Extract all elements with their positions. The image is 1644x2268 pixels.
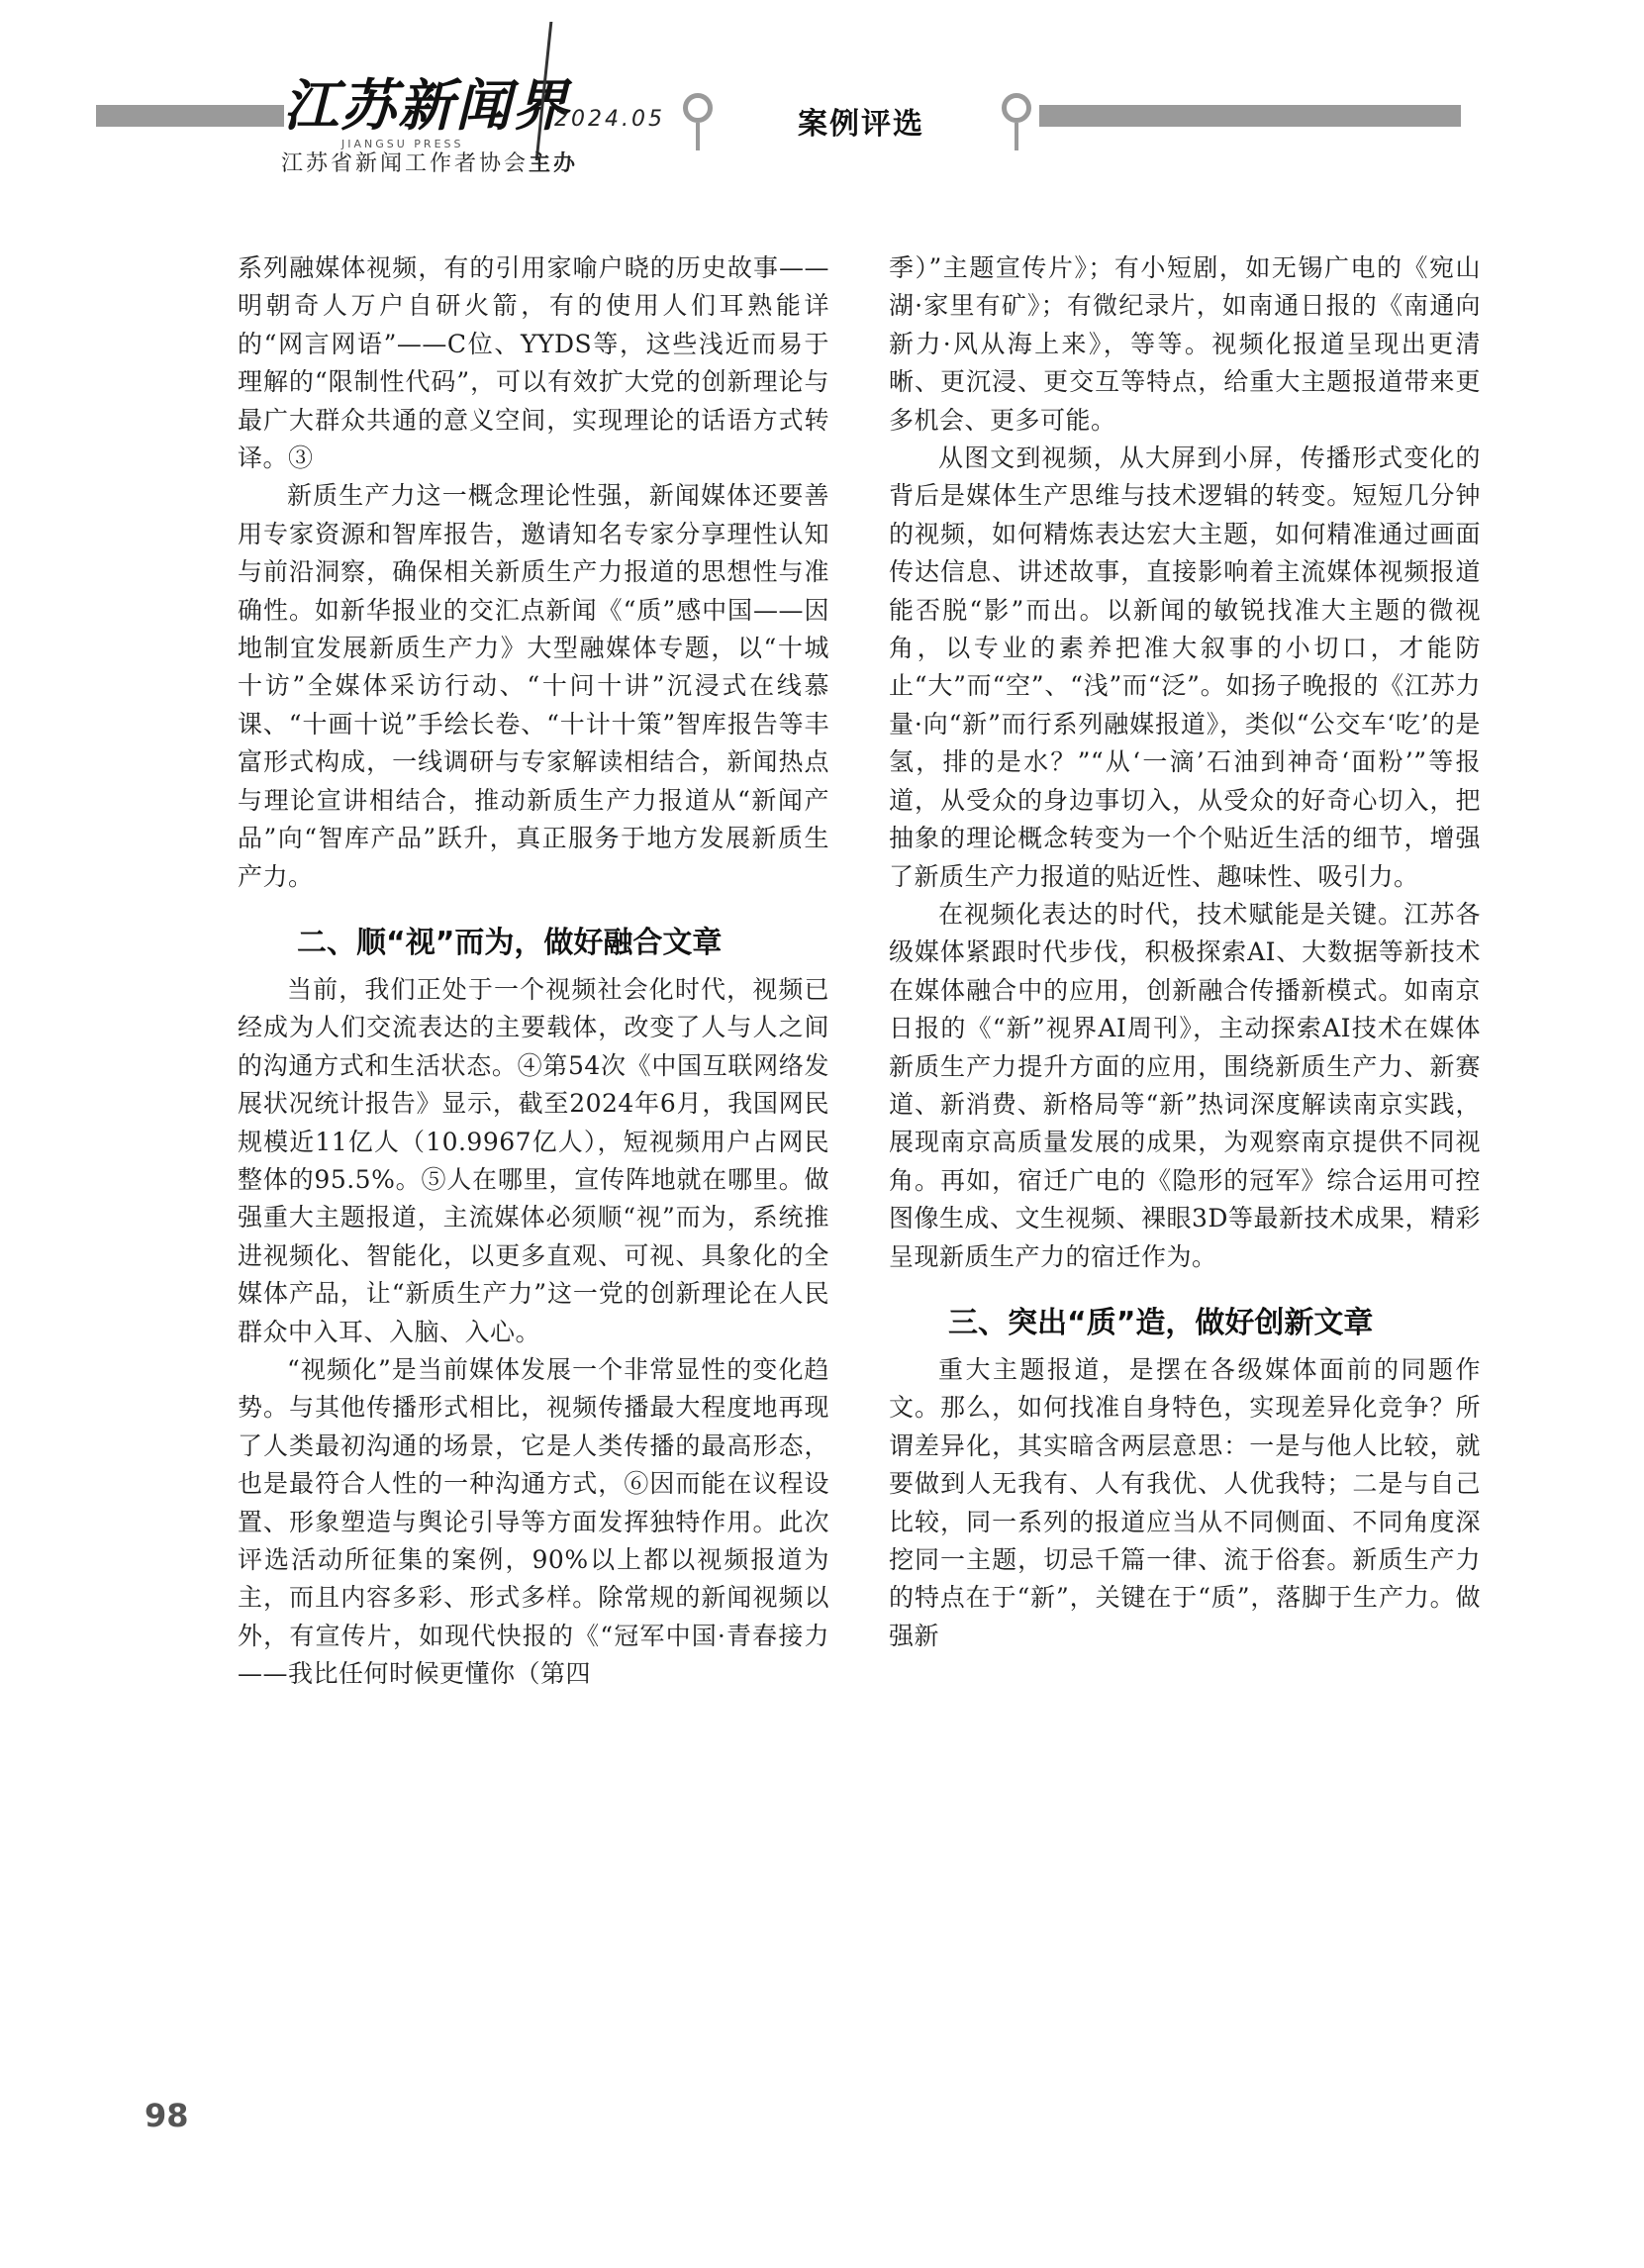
section-heading: 二、顺“视”而为，做好融合文章 <box>297 925 723 960</box>
paragraph: 季）”主题宣传片》；有小短剧，如无锡广电的《宛山湖·家里有矿》；有微纪录片，如南通日报的《南通向新力·风从海上来》，等等。视频化报道呈现出更清晰、更沉浸、更交互等特点，给重大主题报道带来更多机会、更多可能。 <box>889 253 1481 435</box>
pin-icon <box>1002 93 1031 150</box>
publisher-name: 江苏省新闻工作者协会 <box>281 151 530 176</box>
left-column <box>238 249 829 1694</box>
section-heading: 三、突出“质”造，做好创新文章 <box>948 1305 1374 1340</box>
paragraph: 当前，我们正处于一个视频社会化时代，视频已经成为人们交流表达的主要载体，改变了人与人之间的沟通方式和生活状态。④第54次《中国互联网络发展状况统计报告》显示，截至2024年6月，我国网民规模近11亿人（10.9967亿人），短视频用户占网民整体的95.5%。⑤人在哪里，宣传阵地就在哪里。做强重大主题报道，主流媒体必须顺“视”而为，系统推进视频化、智能化，以更多直观、可视、具象化的全媒体产品，让“新质生产力”这一党的创新理论在人民群众中入耳、入脑、入心。 <box>238 974 829 1346</box>
journal-logo: 江苏新闻界 <box>283 74 570 139</box>
publisher-role: 主办 <box>529 151 579 176</box>
journal-logo-subtitle: JIANGSU PRESS <box>341 138 464 150</box>
paragraph: 从图文到视频，从大屏到小屏，传播形式变化的背后是媒体生产思维与技术逻辑的转变。短短几分钟的视频，如何精炼表达宏大主题，如何精准通过画面传达信息、讲述故事，直接影响着主流媒体视频报道能否脱“影”而出。以新闻的敏锐找准大主题的微视角，以专业的素养把准大叙事的小切口，才能防止“大”而“空”、“浅”而“泛”。如扬子晚报的《江苏力量·向“新”而行系列融媒报道》，类似“公交车‘吃’的是氢，排的是水？”“从‘一滴’石油到神奇‘面粉’”等报道，从受众的身边事切入，从受众的好奇心切入，把抽象的理论概念转变为一个个贴近生活的细节，增强了新质生产力报道的贴近性、趣味性、吸引力。 <box>889 444 1481 891</box>
right-column <box>889 249 1481 1655</box>
paragraph: 系列融媒体视频，有的引用家喻户晓的历史故事——明朝奇人万户自研火箭，有的使用人们耳熟能详的“网言网语”——C位、YYDS等，这些浅近而易于理解的“限制性代码”，可以有效扩大党的创新理论与最广大群众共通的意义空间，实现理论的话语方式转译。③ <box>238 253 829 473</box>
header-bar-right <box>1039 105 1461 127</box>
section-title: 案例评选 <box>798 107 924 142</box>
paragraph: 在视频化表达的时代，技术赋能是关键。江苏各级媒体紧跟时代步伐，积极探索AI、大数据等新技术在媒体融合中的应用，创新融合传播新模式。如南京日报的《“新”视界AI周刊》，主动探索AI技术在媒体新质生产力提升方面的应用，围绕新质生产力、新赛道、新消费、新格局等“新”热词深度解读南京实践，展现南京高质量发展的成果，为观察南京提供不同视角。再如，宿迁广电的《隐形的冠军》综合运用可控图像生成、文生视频、裸眼3D等最新技术成果，精彩呈现新质生产力的宿迁作为。 <box>889 899 1481 1271</box>
header-bar-left <box>96 105 284 127</box>
paragraph: 重大主题报道，是摆在各级媒体面前的同题作文。那么，如何找准自身特色，实现差异化竞争？所谓差异化，其实暗含两层意思：一是与他人比较，就要做到人无我有、人有我优、人优我特；二是与自己比较，同一系列的报道应当从不同侧面、不同角度深挖同一主题，切忌千篇一律、流于俗套。新质生产力的特点在于“新”，关键在于“质”，落脚于生产力。做强新 <box>889 1354 1481 1650</box>
pin-icon <box>683 93 713 150</box>
issue-number: 2024.05 <box>554 107 665 132</box>
page-number: 98 <box>145 2097 189 2134</box>
paragraph: “视频化”是当前媒体发展一个非常显性的变化趋势。与其他传播形式相比，视频传播最大程度地再现了人类最初沟通的场景，它是人类传播的最高形态，也是最符合人性的一种沟通方式，⑥因而能在议程设置、形象塑造与舆论引导等方面发挥独特作用。此次评选活动所征集的案例，90%以上都以视频报道为主，而且内容多彩、形式多样。除常规的新闻视频以外，有宣传片，如现代快报的《“冠军中国·青春接力——我比任何时候更懂你（第四 <box>238 1354 829 1689</box>
paragraph: 新质生产力这一概念理论性强，新闻媒体还要善用专家资源和智库报告，邀请知名专家分享理性认知与前沿洞察，确保相关新质生产力报道的思想性与准确性。如新华报业的交汇点新闻《“质”感中国——因地制宜发展新质生产力》大型融媒体专题，以“十城十访”全媒体采访行动、“十问十讲”沉浸式在线慕课、“十画十说”手绘长卷、“十计十策”智库报告等丰富形式构成，一线调研与专家解读相结合，新闻热点与理论宣讲相结合，推动新质生产力报道从“新闻产品”向“智库产品”跃升，真正服务于地方发展新质生产力。 <box>238 481 829 891</box>
publisher-line <box>281 147 578 177</box>
